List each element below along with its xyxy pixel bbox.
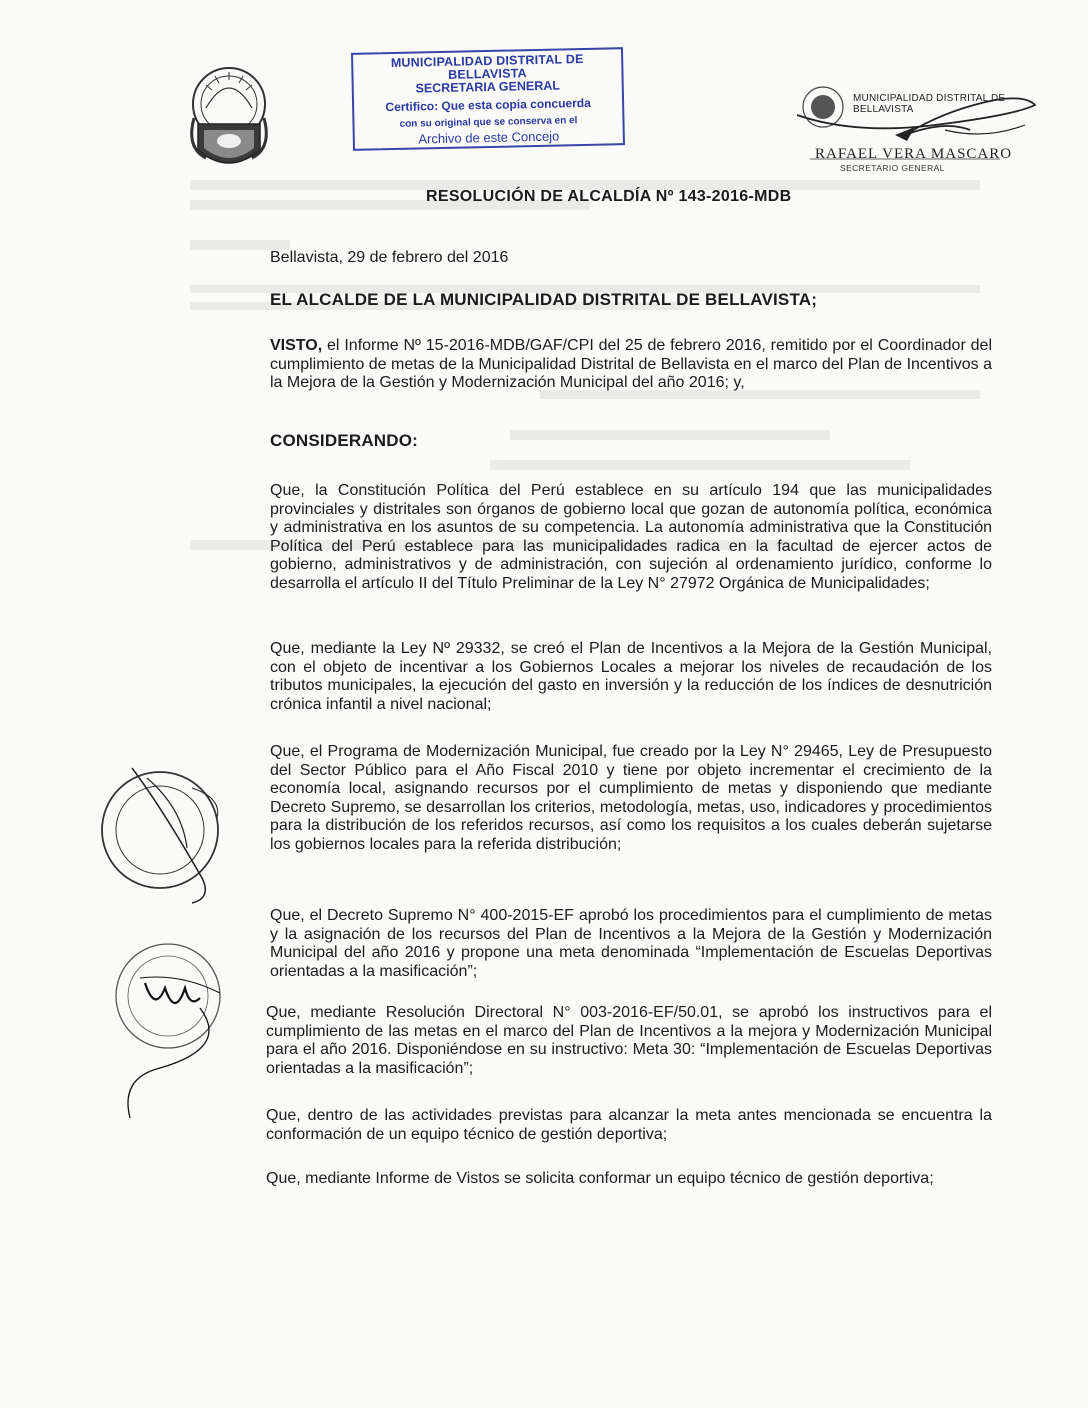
secretary-role: SECRETARIO GENERAL [840,163,945,173]
cert-stamp-line: Archivo de este Concejo [418,128,560,147]
cert-stamp-line: Certifico: Que esta copia concuerda [385,95,591,115]
resolution-title: RESOLUCIÓN DE ALCALDÍA Nº 143-2016-MDB [426,188,792,205]
certification-stamp [351,47,625,151]
secretary-municipality: MUNICIPALIDAD DISTRITAL DE BELLAVISTA [853,93,1006,115]
cert-stamp-line: con su original que se conserva en el [399,115,578,130]
considerando-paragraph: Que, el Programa de Modernización Municipal, fue creado por la Ley N° 29465, Ley de Presupuesto del Sector Público para el Año Fiscal 2010 y tiene por objeto incrementar el crecimiento de la economía local, asignando recursos por el cumplimiento de metas y disponiendo que mediante Decreto Supremo, se desarrollan los criterios, metodología, metas, uso, indicadores y procedimientos para la distribución de los referidos recursos, así como los requisitos a los cuales deberán sujetarse los gobiernos locales para la referida distribución; [270,743,992,853]
secretary-signature-block [795,55,1045,180]
considerando-paragraph: Que, dentro de las actividades previstas para alcanzar la meta antes mencionada se encuentra la conformación de un equipo técnico de gestión deportiva; [266,1107,992,1143]
visto-text: el Informe Nº 15-2016-MDB/GAF/CPI del 25 de febrero 2016, remitido por el Coordinador del cumplimiento de metas de la Municipalidad Distrital de Bellavista en el marco del Plan de Incentivos a la Mejora de la Gestión y Modernización Municipal del año 2016; y, [270,337,992,391]
mayor-heading: EL ALCALDE DE LA MUNICIPALIDAD DISTRITAL DE BELLAVISTA; [270,290,818,309]
alcaldia-approval-stamp-icon [92,748,242,908]
cert-stamp-line: MUNICIPALIDAD DISTRITAL DE BELLAVISTA [390,51,584,82]
visto-paragraph [270,337,992,393]
considerando-heading: CONSIDERANDO: [270,431,419,450]
municipal-seal-icon [186,58,272,176]
considerando-paragraph: Que, mediante Resolución Directoral N° 003-2016-EF/50.01, se aprobó los instructivos para el cumplimiento de las metas en el marco del Plan de Incentivos a la mejora y Modernización Municipal para el año 2016. Disponiéndose en su instructivo: Meta 30: “Implementación de Escuelas Deportivas orientadas a la masificación”; [266,1004,992,1077]
secretary-name: RAFAEL VERA MASCARO [815,146,1013,162]
cert-stamp-line: SECRETARIA GENERAL [415,78,561,96]
visto-lead: VISTO, [270,337,323,354]
considerando-paragraph: Que, mediante Informe de Vistos se solicita conformar un equipo técnico de gestión deportiva; [266,1170,934,1187]
document-date: Bellavista, 29 de febrero del 2016 [270,249,509,266]
secretaria-approval-stamp-icon [100,938,240,1128]
considerando-paragraph: Que, mediante la Ley Nº 29332, se creó el Plan de Incentivos a la Mejora de la Gestión Municipal, con el objeto de incentivar a los Gobiernos Locales a mejorar los niveles de recaudación de los tributos municipales, la ejecución del gasto en inversión y la reducción de los índices de desnutrición crónica infantil a nivel nacional; [270,640,992,713]
considerando-paragraph: Que, el Decreto Supremo N° 400-2015-EF aprobó los procedimientos para el cumplimiento de metas y la asignación de los recursos del Plan de Incentivos a la Mejora de la Gestión y Modernización Municipal del año 2016 y propone una meta denominada “Implementación de Escuelas Deportivas orientadas a la masificación”; [270,907,992,980]
considerando-paragraph: Que, la Constitución Política del Perú establece en su artículo 194 que las municipalidades provinciales y distritales son órganos de gobierno local que gozan de autonomía política, económica y administrativa en los asuntos de su competencia. La autonomía administrativa que la Constitución Política del Perú establece para las municipalidades radica en la facultad de ejercer actos de gobierno, administrativos y de administración, con sujeción al ordenamiento jurídico, conforme lo desarrolla el artículo II del Título Preliminar de la Ley N° 27972 Orgánica de Municipalidades; [270,482,992,592]
